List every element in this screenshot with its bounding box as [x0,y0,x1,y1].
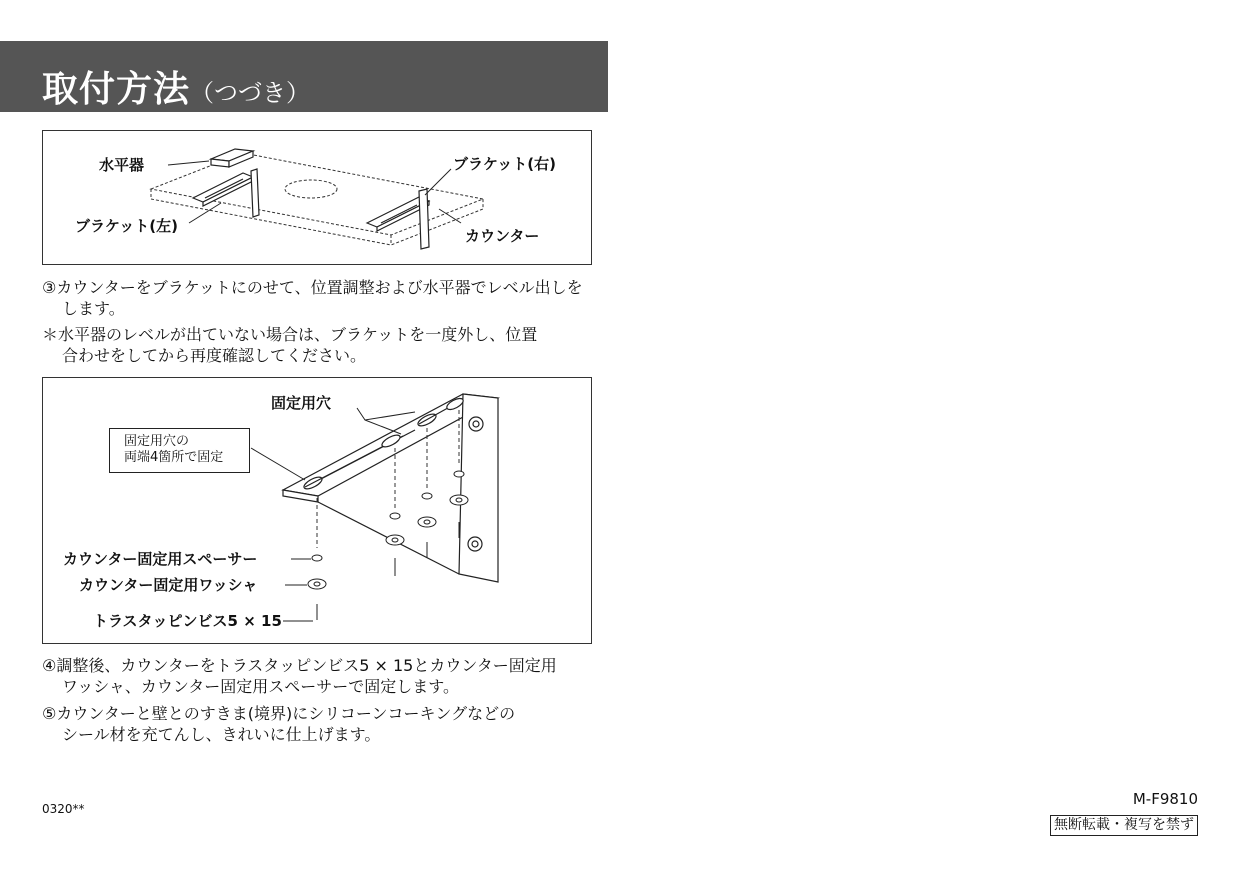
step-3 [42,277,583,319]
figure-screw-fixing [42,377,592,644]
note-line-1: ＊水平器のレベルが出ていない場合は、ブラケットを一度外し、位置 [42,325,538,344]
step-5 [42,703,515,745]
label-counter-spacer: カウンター固定用スペーサー [63,550,258,568]
callout-line-1: 固定用穴の [124,434,190,449]
label-counter-washer: カウンター固定用ワッシャ [79,576,258,594]
model-number: M-F9810 [1132,790,1198,808]
callout-fix-both-ends [109,428,250,473]
step-5-line-1: ⑤カウンターと壁とのすきま(境界)にシリコーンコーキングなどの [42,704,516,723]
label-bracket-left: ブラケット(左) [75,217,178,235]
title-main: 取付方法 [42,69,191,110]
document-code: 0320** [42,802,85,816]
note-line-2: 合わせをしてから再度確認してください。 [62,346,367,365]
label-counter: カウンター [465,227,540,245]
figure-counter-on-brackets [42,130,592,265]
step-3-line-2: します。 [62,299,125,318]
callout-line-2: 両端4箇所で固定 [124,450,224,465]
step-5-line-2: シール材を充てんし、きれいに仕上げます。 [62,725,381,744]
step-4 [42,655,557,697]
step-4-line-1: ④調整後、カウンターをトラスタッピンビス5 × 15とカウンター固定用 [42,656,557,675]
label-fixing-hole: 固定用穴 [271,394,332,412]
label-bracket-right: ブラケット(右) [453,155,556,173]
label-truss-screw: トラスタッピンビス5 × 15 [93,612,282,630]
step-3-line-1: ③カウンターをブラケットにのせて、位置調整および水平器でレベル出しを [42,278,583,297]
note [42,324,537,366]
copyright-notice: 無断転載・複写を禁ず [1050,815,1198,836]
page-title [42,70,310,113]
label-level: 水平器 [99,156,145,174]
bracket-screw-illustration [43,378,591,643]
title-subtitle: （つづき） [190,79,311,107]
step-4-line-2: ワッシャ、カウンター固定用スペーサーで固定します。 [62,677,459,696]
